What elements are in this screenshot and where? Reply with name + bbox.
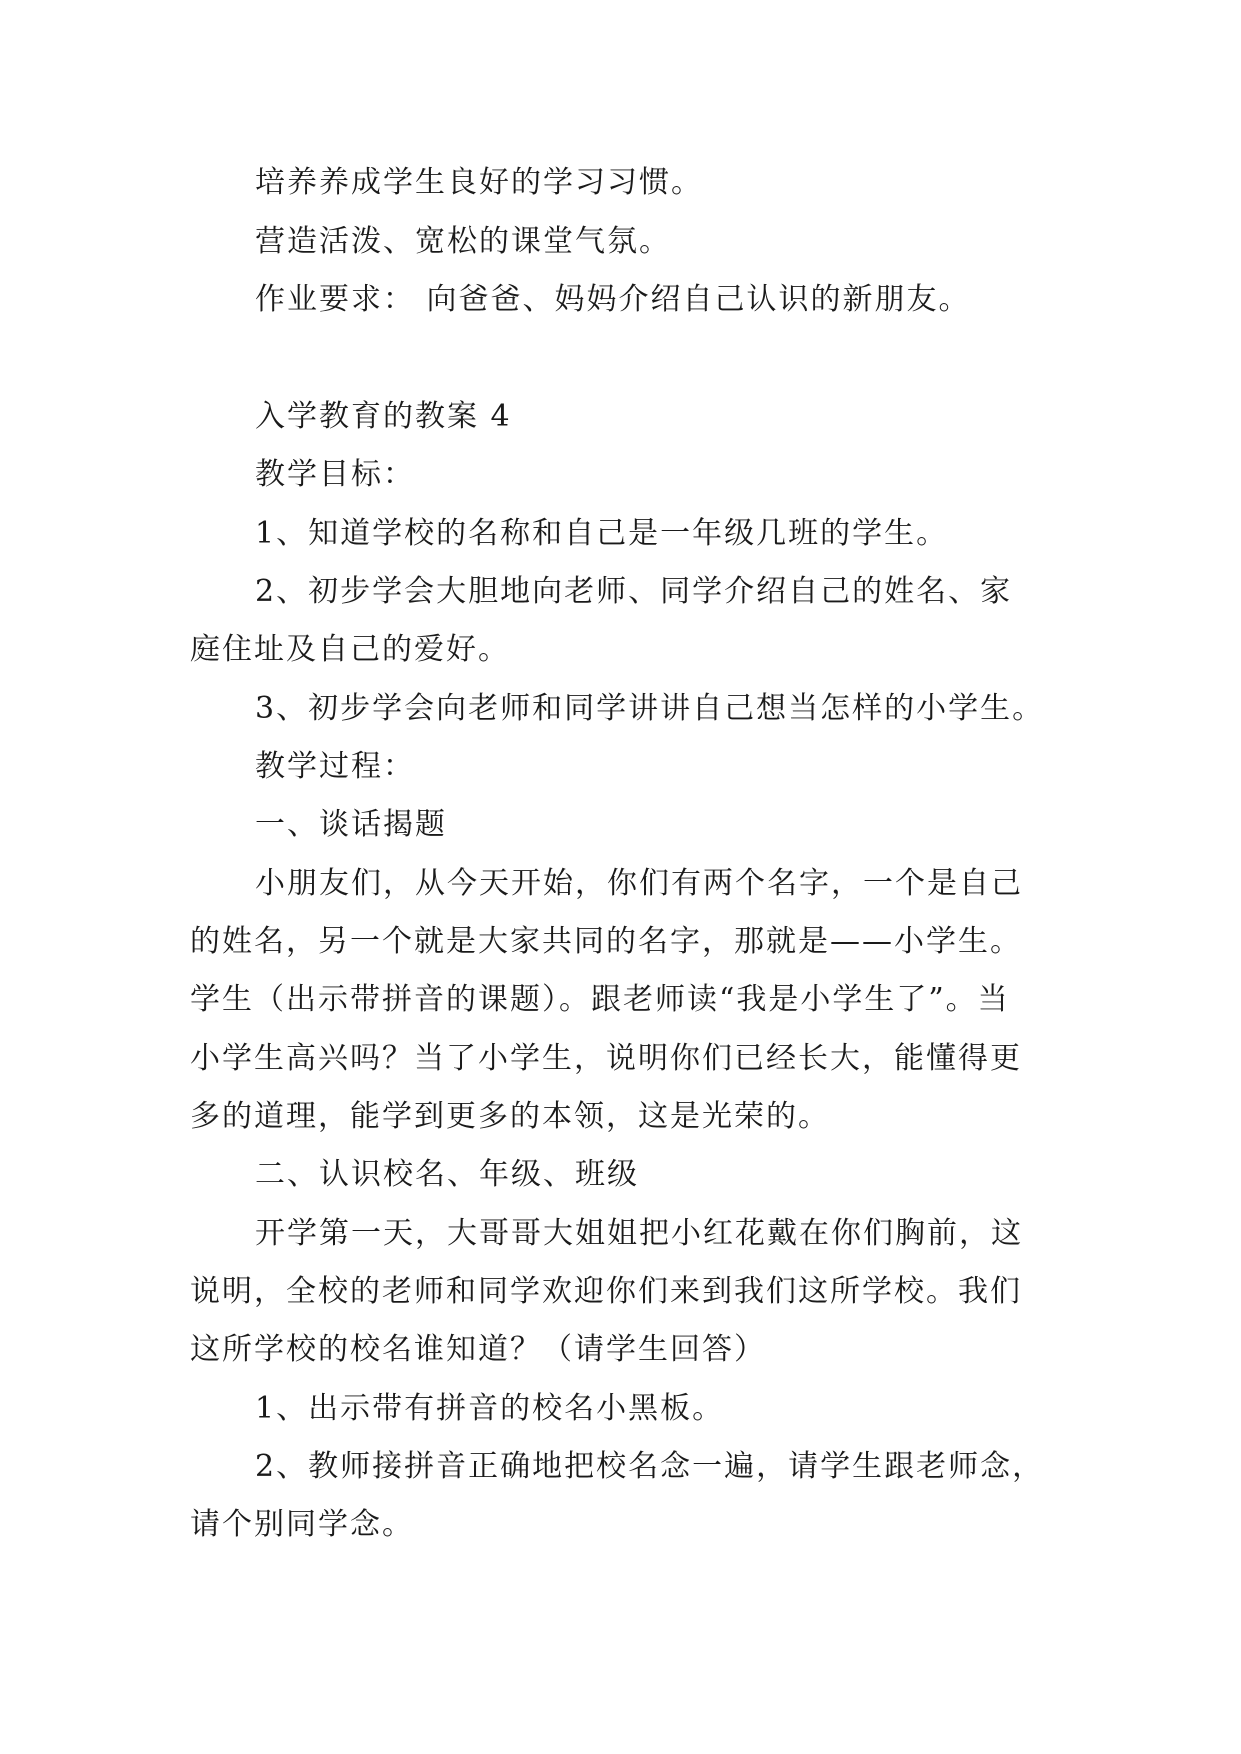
paragraph-line: 庭住址及自己的爱好。 (190, 632, 510, 667)
paragraph-line: 学生（出示带拼音的课题）。跟老师读“我是小学生了”。当 (190, 982, 1010, 1017)
paragraph-line: 这所学校的校名谁知道？（请学生回答） (190, 1332, 766, 1367)
paragraph-line: 1、出示带有拼音的校名小黑板。 (255, 1391, 725, 1426)
paragraph-line: 教学目标： (255, 457, 415, 492)
paragraph-line: 开学第一天，大哥哥大姐姐把小红花戴在你们胸前，这 (255, 1216, 1023, 1251)
paragraph-line: 2、教师接拼音正确地把校名念一遍，请学生跟老师念， (255, 1449, 1045, 1484)
paragraph-line: 教学过程： (255, 749, 415, 784)
paragraph-line: 作业要求： 向爸爸、妈妈介绍自己认识的新朋友。 (255, 282, 971, 317)
paragraph-line: 营造活泼、宽松的课堂气氛。 (255, 224, 671, 259)
paragraph-line: 小学生高兴吗？当了小学生，说明你们已经长大，能懂得更 (190, 1041, 1022, 1076)
section-heading: 入学教育的教案 4 (255, 399, 512, 434)
paragraph-line: 1、知道学校的名称和自己是一年级几班的学生。 (255, 516, 949, 551)
paragraph-line: 多的道理，能学到更多的本领，这是光荣的。 (190, 1099, 830, 1134)
paragraph-line: 一、谈话揭题 (255, 807, 447, 842)
paragraph-line: 2、初步学会大胆地向老师、同学介绍自己的姓名、家 (255, 574, 1013, 609)
paragraph-line: 的姓名，另一个就是大家共同的名字，那就是——小学生。 (190, 924, 1022, 959)
paragraph-line: 3、初步学会向老师和同学讲讲自己想当怎样的小学生。 (255, 691, 1045, 726)
paragraph-line: 二、认识校名、年级、班级 (255, 1157, 639, 1192)
paragraph-line: 培养养成学生良好的学习习惯。 (255, 165, 703, 200)
paragraph-line: 小朋友们，从今天开始，你们有两个名字，一个是自己 (255, 866, 1023, 901)
paragraph-line: 请个别同学念。 (190, 1507, 414, 1542)
paragraph-line: 说明，全校的老师和同学欢迎你们来到我们这所学校。我们 (190, 1274, 1022, 1309)
